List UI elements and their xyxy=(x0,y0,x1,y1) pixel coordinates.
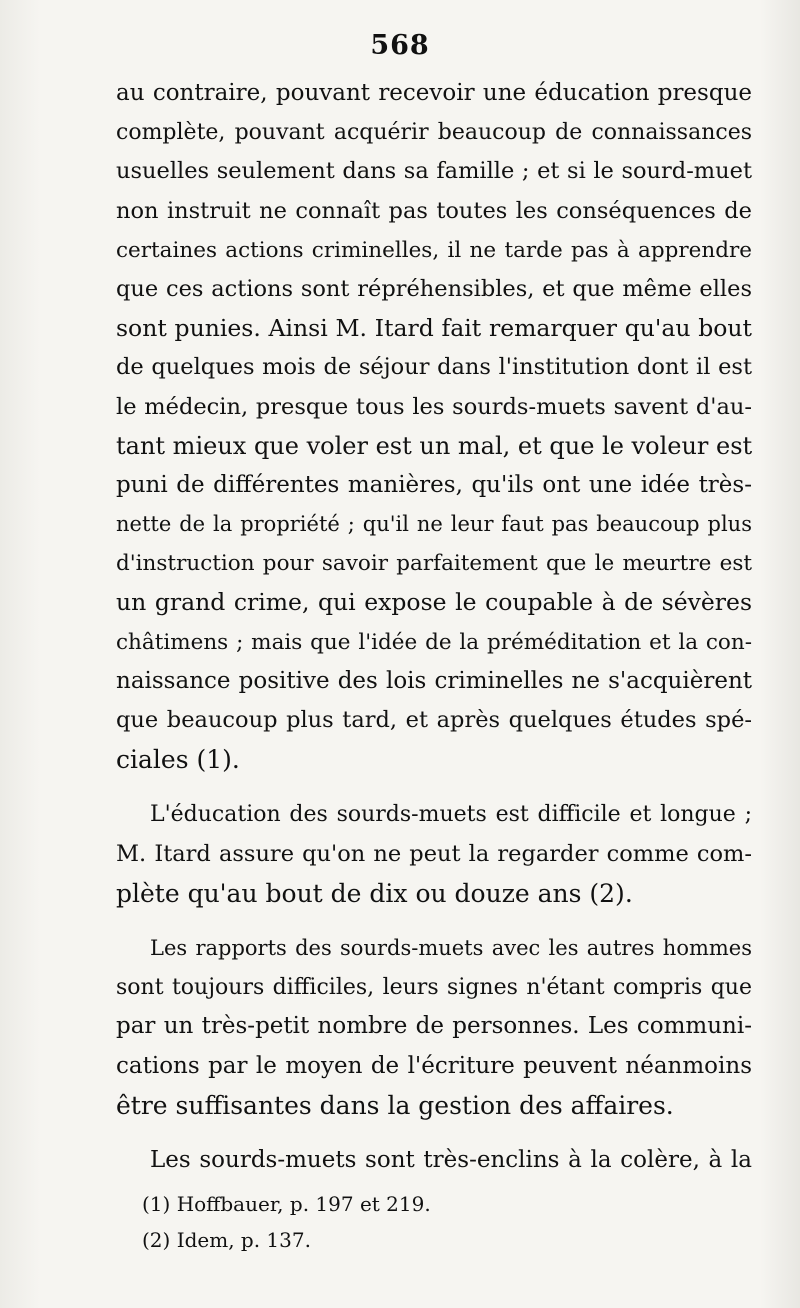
text-line: être suffisantes dans la gestion des affaires. xyxy=(116,1090,674,1120)
text-line: sont punies. Ainsi M. Itard fait remarquer qu'au bout xyxy=(116,314,752,343)
text-line: complète, pouvant acquérir beaucoup de connaissances xyxy=(116,120,752,146)
paragraph-1 xyxy=(116,74,752,779)
text-line: cations par le moyen de l'écriture peuvent néanmoins xyxy=(116,1052,752,1079)
text-line: le médecin, presque tous les sourds-muets savent d'au- xyxy=(116,393,752,420)
text-line: ciales (1). xyxy=(116,745,240,775)
text-line: un grand crime, qui expose le coupable à de sévères xyxy=(116,588,752,617)
text-line: par un très-petit nombre de personnes. Les communi- xyxy=(116,1013,752,1040)
body-text xyxy=(116,74,752,1180)
text-line: Les sourds-muets sont très-enclins à la colère, à la xyxy=(150,1146,752,1173)
footnote-1: (1) Hoffbauer, p. 197 et 219. xyxy=(142,1192,431,1216)
text-line: nette de la propriété ; qu'il ne leur faut pas beaucoup plus xyxy=(116,512,752,537)
text-line: non instruit ne connaît pas toutes les conséquences de xyxy=(116,197,752,224)
text-line: puni de différentes manières, qu'ils ont une idée très- xyxy=(116,471,752,498)
text-line: L'éducation des sourds-muets est difficile et longue ; xyxy=(150,802,752,828)
text-line: plète qu'au bout de dix ou douze ans (2). xyxy=(116,878,633,908)
text-line: M. Itard assure qu'on ne peut la regarder comme com- xyxy=(116,840,752,867)
footnotes xyxy=(142,1186,642,1258)
text-line: certaines actions criminelles, il ne tarde pas à apprendre xyxy=(116,237,752,263)
text-line: Les rapports des sourds-muets avec les autres hommes xyxy=(150,935,752,960)
footnote-2: (2) Idem, p. 137. xyxy=(142,1228,311,1252)
text-line: de quelques mois de séjour dans l'institution dont il est xyxy=(116,354,752,381)
paragraph-3 xyxy=(116,929,752,1125)
text-line: usuelles seulement dans sa famille ; et si le sourd-muet xyxy=(116,158,752,185)
text-line: tant mieux que voler est un mal, et que le voleur est xyxy=(116,431,752,460)
text-line: que beaucoup plus tard, et après quelques études spé- xyxy=(116,707,752,733)
text-line: sont toujours difficiles, leurs signes n'étant compris que xyxy=(116,975,752,1001)
paragraph-2 xyxy=(116,795,752,913)
text-line: châtimens ; mais que l'idée de la préméditation et la con- xyxy=(116,629,752,655)
text-line: au contraire, pouvant recevoir une éducation presque xyxy=(116,80,752,106)
paragraph-4 xyxy=(116,1141,752,1180)
text-line: que ces actions sont répréhensibles, et que même elles xyxy=(116,275,752,302)
text-line: d'instruction pour savoir parfaitement que le meurtre est xyxy=(116,551,752,577)
text-line: naissance positive des lois criminelles ne s'acquièrent xyxy=(116,667,752,694)
page-number: 568 xyxy=(370,30,430,61)
